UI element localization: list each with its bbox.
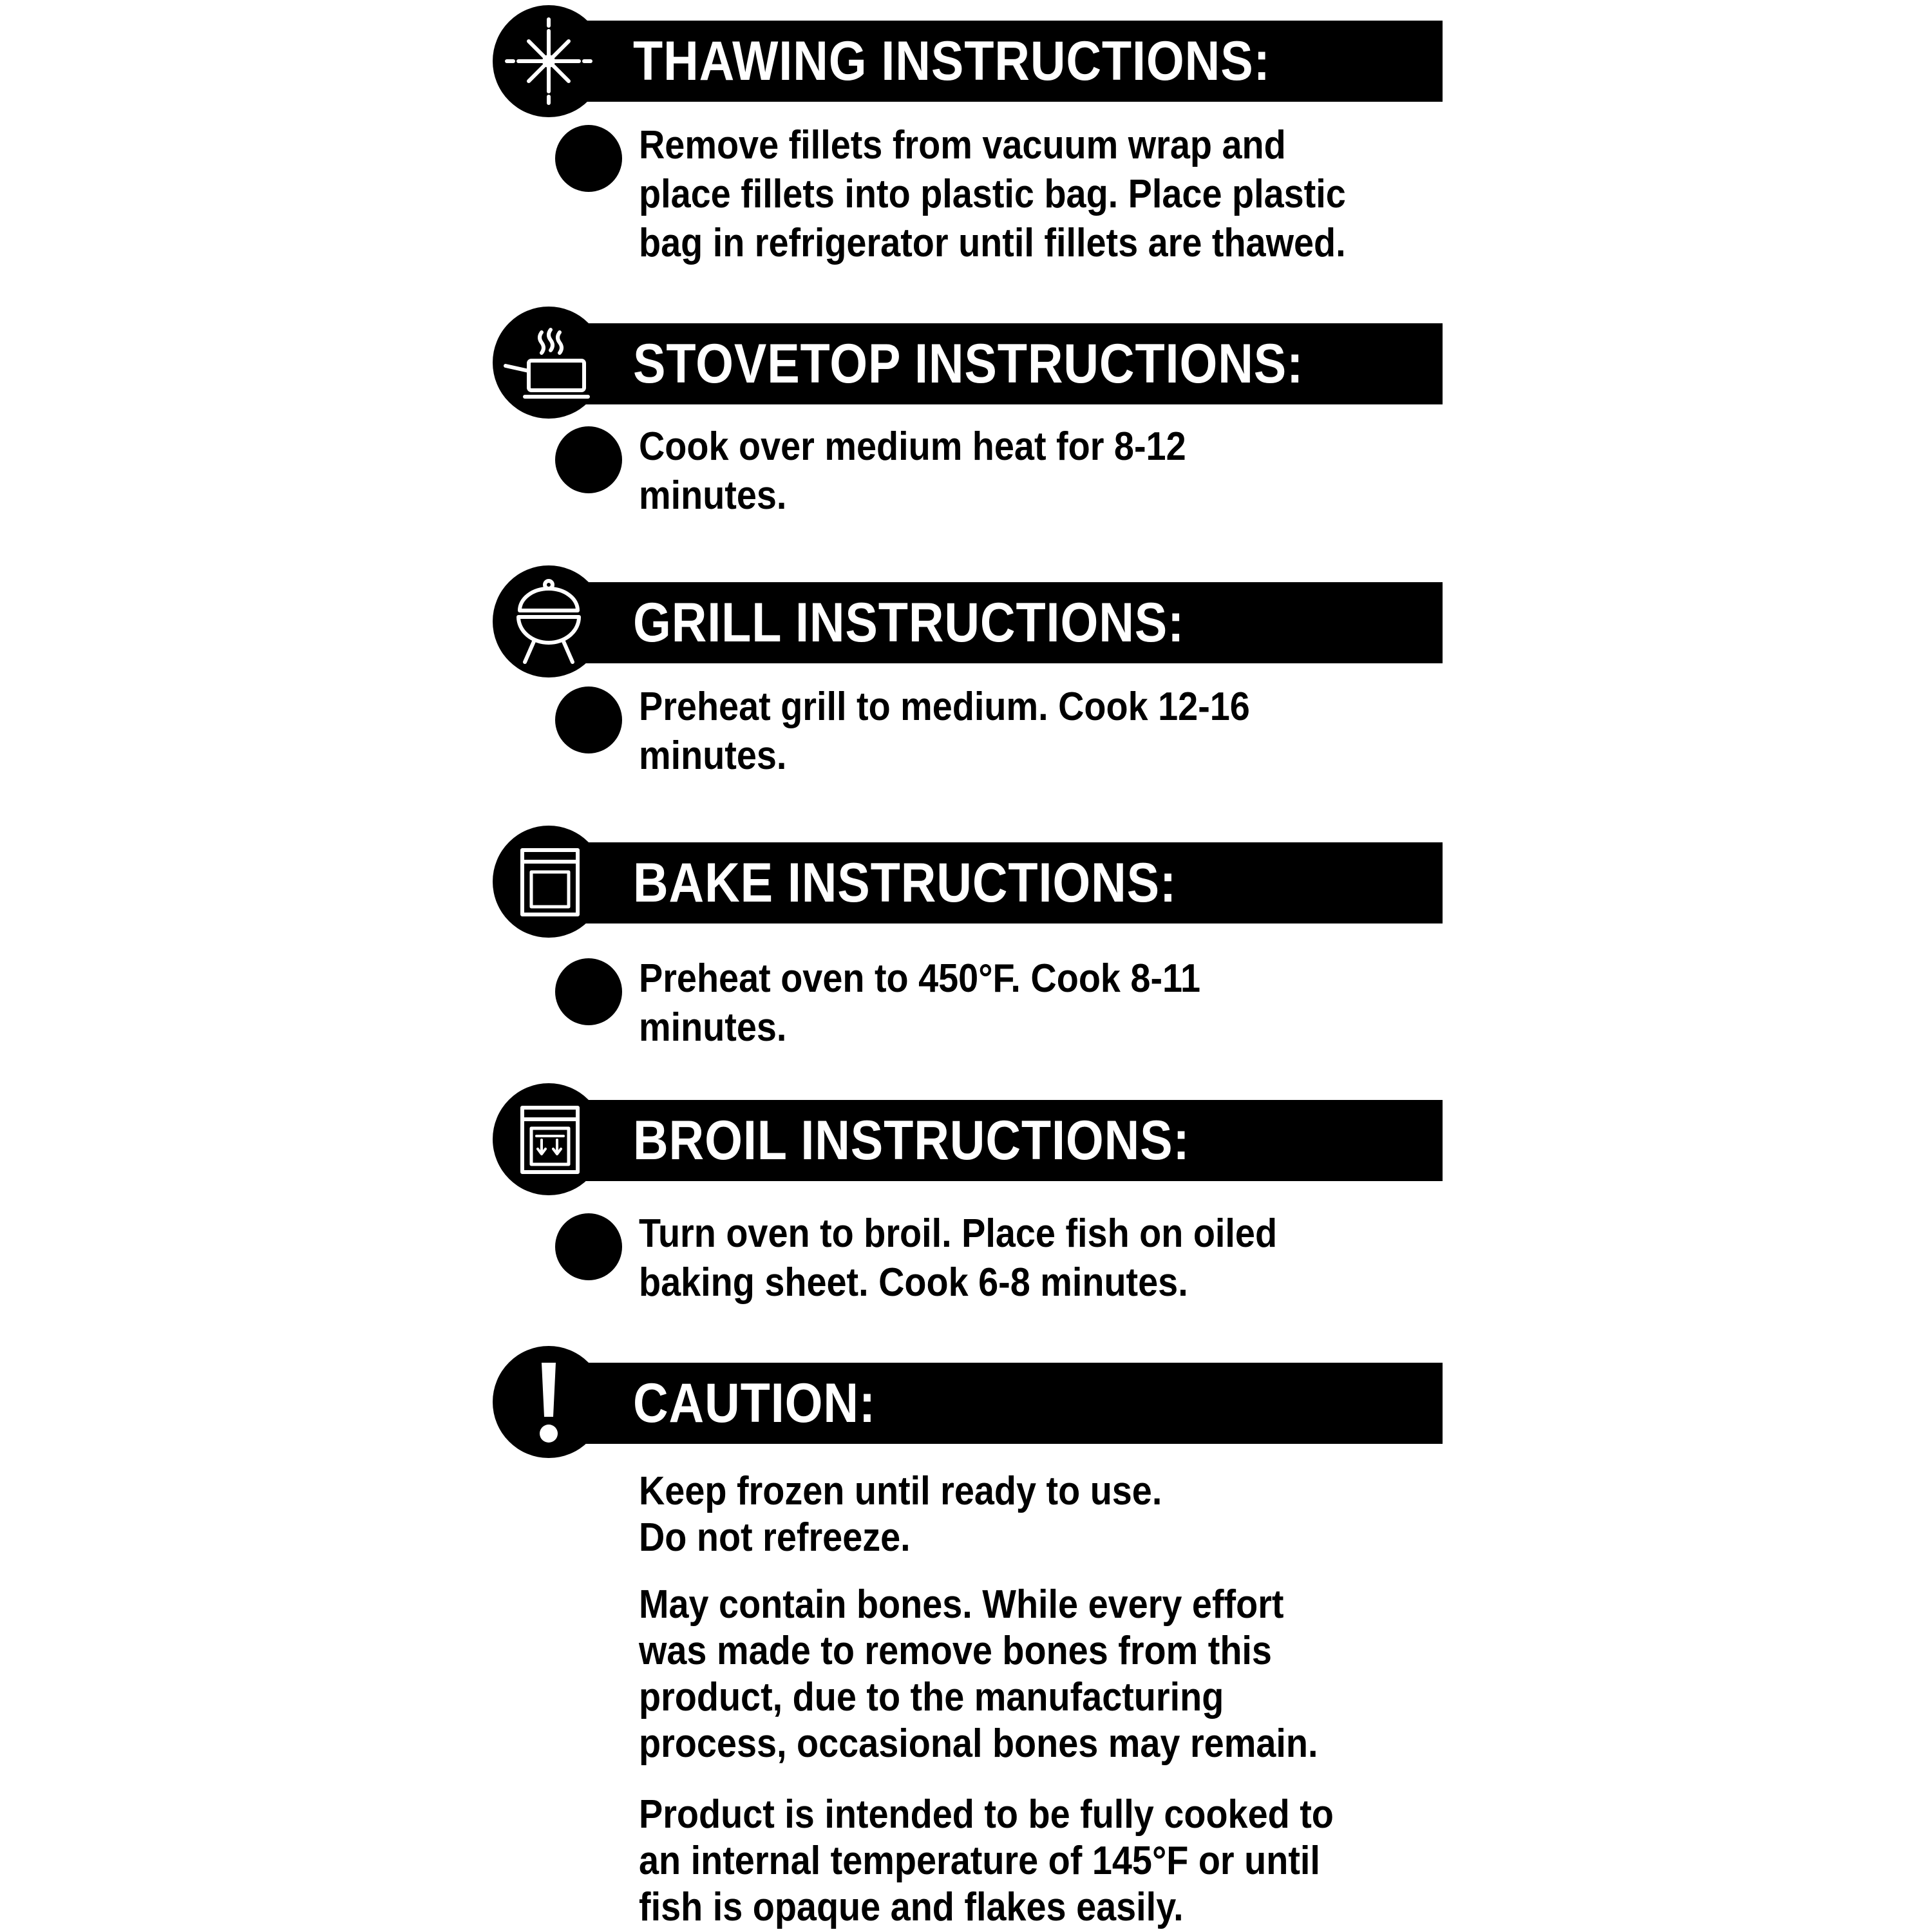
exclamation-icon xyxy=(493,1346,605,1458)
caution-paragraph-bones: May contain bones. While every effort was made to remove bones from this product, due to the manufacturing process, occasional bones may remain. xyxy=(639,1582,1318,1766)
stovetop-title: STOVETOP INSTRUCTIONS: xyxy=(633,333,1304,395)
thawing-text: Remove fillets from vacuum wrap and place fillets into plastic bag. Place plastic bag in refrigerator until fillets are thawed. xyxy=(639,123,1346,265)
stovetop-bullet xyxy=(555,426,622,493)
broil-bullet xyxy=(555,1213,622,1280)
broil-title: BROIL INSTRUCTIONS: xyxy=(633,1110,1190,1171)
caution-paragraph-cooking: Product is intended to be fully cooked to an internal temperature of 145°F or until fish is opaque and flakes easily. xyxy=(639,1792,1334,1929)
caution-paragraph-frozen: Keep frozen until ready to use. Do not refreeze. xyxy=(639,1469,1162,1560)
snowflake-icon xyxy=(493,5,605,117)
broiler-icon xyxy=(493,1083,605,1195)
pan-icon xyxy=(493,307,605,419)
grill-bullet xyxy=(555,687,622,753)
thawing-bullet xyxy=(555,125,622,192)
bake-title: BAKE INSTRUCTIONS: xyxy=(633,852,1177,914)
bake-text: Preheat oven to 450°F. Cook 8-11 minutes. xyxy=(639,956,1201,1050)
grill-text: Preheat grill to medium. Cook 12-16 minutes. xyxy=(639,685,1250,778)
stovetop-text: Cook over medium heat for 8-12 minutes. xyxy=(639,424,1186,518)
broil-text: Turn oven to broil. Place fish on oiled baking sheet. Cook 6-8 minutes. xyxy=(639,1211,1278,1305)
caution-title: CAUTION: xyxy=(633,1372,876,1434)
grill-icon xyxy=(493,565,605,677)
thawing-title: THAWING INSTRUCTIONS: xyxy=(633,30,1271,92)
oven-icon xyxy=(493,826,605,938)
bake-bullet xyxy=(555,958,622,1025)
grill-title: GRILL INSTRUCTIONS: xyxy=(633,592,1185,654)
